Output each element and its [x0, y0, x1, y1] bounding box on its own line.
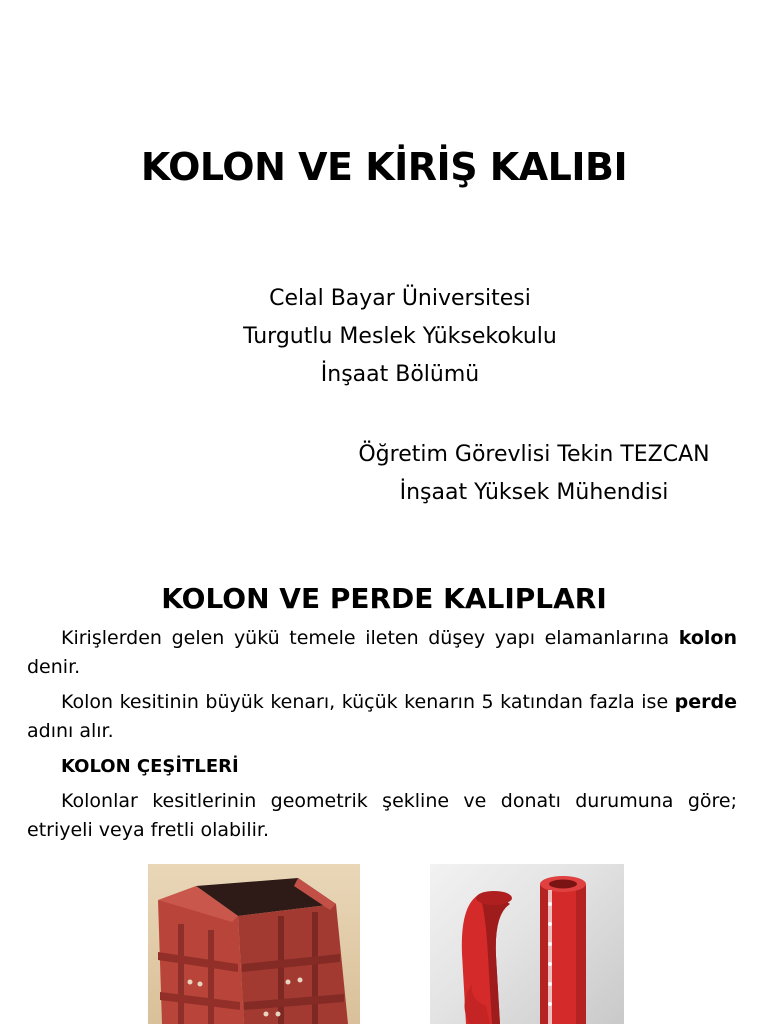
school-name: Turgutlu Meslek Yüksekokulu — [243, 324, 557, 349]
term-perde: perde — [674, 691, 737, 713]
paragraph-column-definition — [27, 624, 737, 682]
author-degree: İnşaat Yüksek Mühendisi — [399, 480, 669, 505]
slide-title: KOLON VE KİRİŞ KALIBI — [140, 145, 628, 189]
section-body — [27, 624, 737, 851]
para2-text-after: adını alır. — [27, 720, 114, 742]
paragraph-shear-wall-definition — [27, 688, 737, 746]
para2-text-before: Kolon kesitinin büyük kenarı, küçük kenarın 5 katından fazla ise — [61, 691, 675, 713]
circular-formwork-drawing — [430, 864, 624, 1024]
para1-text-after: denir. — [27, 656, 81, 678]
author-block — [250, 436, 768, 512]
department-name: İnşaat Bölümü — [320, 362, 480, 387]
rectangular-formwork-image — [148, 864, 360, 1024]
subheading-column-types: KOLON ÇEŞİTLERİ — [61, 756, 239, 777]
term-kolon: kolon — [678, 627, 737, 649]
paragraph-column-types: Kolonlar kesitlerinin geometrik şekline ve donatı durumuna göre; etriyeli veya fretli olabilir. — [27, 790, 737, 841]
circular-formwork-image — [430, 864, 624, 1024]
institution-block — [0, 280, 768, 394]
author-name: Öğretim Görevlisi Tekin TEZCAN — [358, 442, 710, 467]
section-heading: KOLON VE PERDE KALIPLARI — [161, 582, 607, 615]
rectangular-formwork-drawing — [148, 864, 360, 1024]
university-name: Celal Bayar Üniversitesi — [269, 286, 531, 311]
para1-text-before: Kirişlerden gelen yükü temele ileten düşey yapı elamanlarına — [61, 627, 679, 649]
